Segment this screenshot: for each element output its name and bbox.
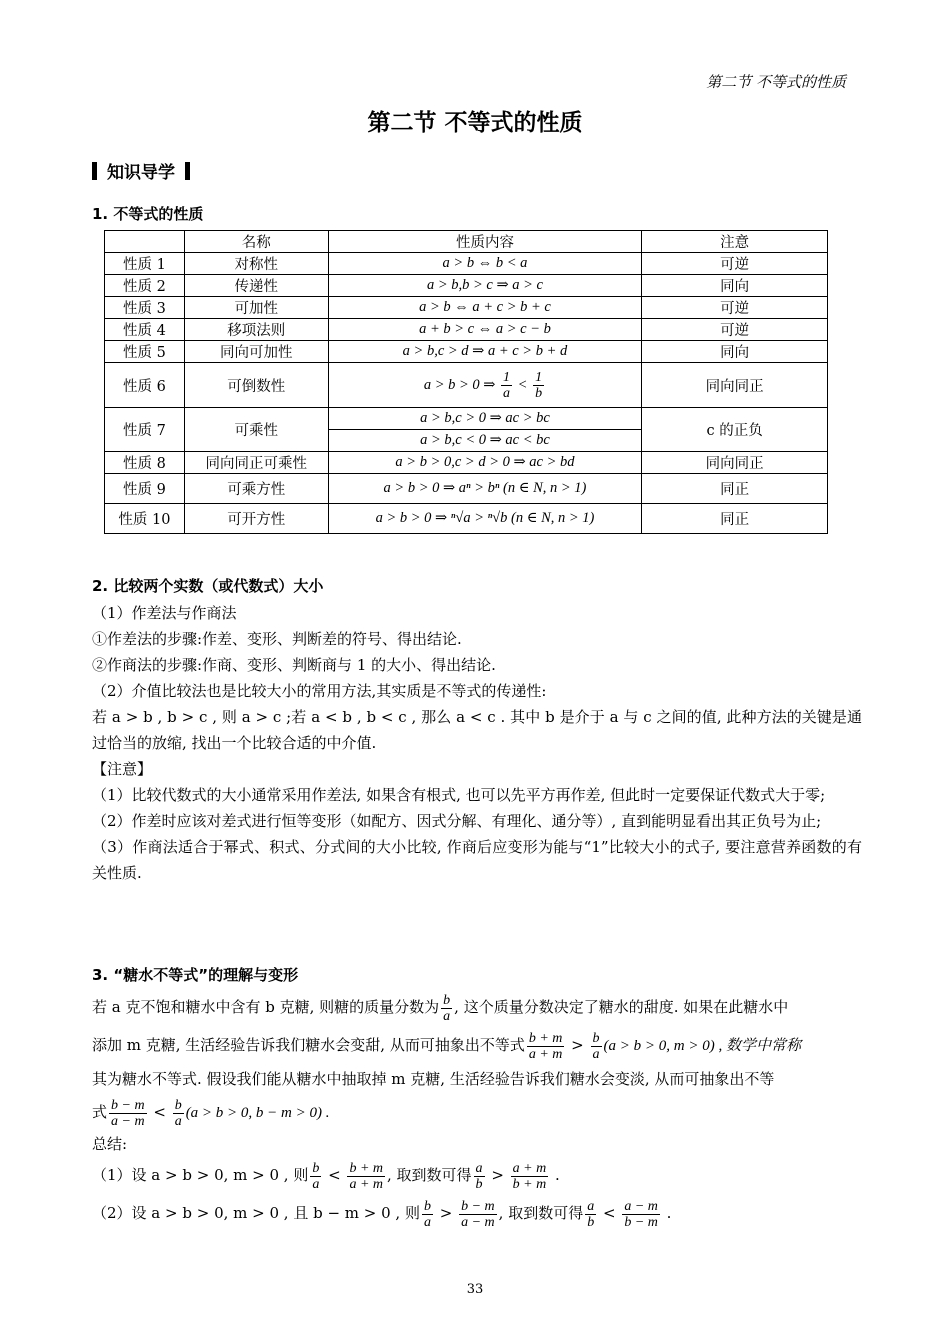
fraction-denominator: a — [423, 1214, 431, 1230]
table-cell: 可开方性 — [184, 504, 328, 534]
table-header-row — [105, 231, 828, 253]
section2-body — [92, 600, 862, 886]
fraction-denominator: a − m — [461, 1214, 495, 1230]
paragraph-line — [92, 1156, 862, 1194]
fraction-denominator: a — [312, 1176, 320, 1192]
banner-label: 知识导学 — [107, 163, 175, 183]
fraction — [591, 1031, 602, 1062]
table-row — [105, 319, 828, 341]
fraction-denominator: b + m — [512, 1176, 547, 1192]
fraction — [422, 1199, 433, 1230]
fraction — [109, 1098, 147, 1129]
fraction — [459, 1199, 497, 1230]
paragraph-line: （1）比较代数式的大小通常采用作差法, 如果含有根式, 也可以先平方再作差, 但此时一定要保证代数式大于零; — [92, 786, 826, 804]
text: , 这个质量分数决定了糖水的甜度. 如果在此糖水中 — [454, 998, 789, 1016]
table-cell: a > b ⇔ b < a — [328, 253, 642, 275]
text: 添加 m 克糖, 生活经验告诉我们糖水会变甜, 从而可抽象出不等式 — [92, 1036, 525, 1054]
fraction-numerator: a — [587, 1198, 595, 1214]
text: 若 a 克不饱和糖水中含有 b 克糖, 则糖的质量分数为 — [92, 998, 440, 1016]
text: , 取到数可得 — [387, 1166, 472, 1184]
table-cell: 性质 2 — [105, 275, 185, 297]
running-head: 第二节 不等式的性质 — [706, 73, 846, 91]
table-cell: 同向 — [642, 275, 828, 297]
fraction-denominator: b − m — [624, 1214, 658, 1230]
table-cell: 性质 7 — [105, 408, 185, 452]
table-cell: 可乘方性 — [184, 474, 328, 504]
table-cell: 性质 10 — [105, 504, 185, 534]
period: . — [550, 1166, 560, 1184]
fraction — [347, 1161, 385, 1192]
table-cell: a > b,c > 0 ⇒ ac > bc — [328, 408, 642, 430]
table-cell: a > b,c > d ⇒ a + c > b + d — [328, 341, 642, 363]
table-row — [105, 474, 828, 504]
fraction-numerator: a − m — [624, 1198, 658, 1214]
fraction-denominator: a + m — [528, 1046, 563, 1062]
table-row — [105, 408, 828, 430]
paragraph-line: （2）作差时应该对差式进行恒等变形（如配方、因式分解、有理化、通分等）, 直到能明显看出其正负号为止; — [92, 812, 822, 830]
table-row — [105, 363, 828, 408]
table-cell: 性质 1 — [105, 253, 185, 275]
operator: > — [486, 1166, 509, 1184]
section3-heading: 3. “糖水不等式”的理解与变形 — [92, 966, 299, 984]
table-header-cell: 名称 — [184, 231, 328, 253]
text: （1）设 a > b > 0, m > 0 , 则 — [92, 1166, 309, 1184]
table-cell: 性质 6 — [105, 363, 185, 408]
table-cell: 对称性 — [184, 253, 328, 275]
operator: < — [323, 1166, 346, 1184]
fraction-denominator: b — [475, 1176, 483, 1192]
paragraph-line: 若 a > b , b > c , 则 a > c ;若 a < b , b < c , 那么 a < c . 其中 b 是介于 a 与 c 之间的值, 此种方法的关键是通过恰当的放缩, 找出一个比较合适的中介值. — [92, 708, 862, 752]
table-cell: a > b > 0,c > d > 0 ⇒ ac > bd — [328, 452, 642, 474]
table-row — [105, 297, 828, 319]
fraction-numerator: b — [312, 1160, 320, 1176]
table-row — [105, 253, 828, 275]
page-number: 33 — [466, 1282, 484, 1297]
table-cell: c 的正负 — [642, 408, 828, 452]
paragraph-line: ②作商法的步骤:作商、变形、判断商与 1 的大小、得出结论. — [92, 656, 496, 674]
table-cell: 可倒数性 — [184, 363, 328, 408]
table-row — [105, 341, 828, 363]
table-header-cell: 性质内容 — [328, 231, 642, 253]
operator: < — [148, 1103, 171, 1121]
fraction-numerator: b + m — [528, 1030, 563, 1046]
text: 式 — [92, 1103, 108, 1121]
fraction-numerator: b — [423, 1198, 431, 1214]
fraction — [501, 370, 512, 401]
fraction — [310, 1161, 321, 1192]
properties-table — [104, 230, 828, 534]
paragraph-line: （3）作商法适合于幂式、积式、分式间的大小比较, 作商后应变形为能与“1”比较大小的式子, 要注意营养函数的有关性质. — [92, 838, 862, 882]
operator: < — [598, 1204, 621, 1222]
table-cell: 同正 — [642, 504, 828, 534]
table-row — [105, 452, 828, 474]
formula-part: < — [514, 376, 532, 393]
table-cell: 性质 3 — [105, 297, 185, 319]
table-cell: 可加性 — [184, 297, 328, 319]
table-cell: a > b ⇔ a + c > b + c — [328, 297, 642, 319]
table-cell: 可逆 — [642, 319, 828, 341]
fraction — [173, 1098, 184, 1129]
summary-label: 总结: — [92, 1135, 128, 1153]
paragraph-line: 其为糖水不等式. 假设我们能从糖水中抽取掉 m 克糖, 生活经验告诉我们糖水会变淡, 从而可抽象出不等 — [92, 1070, 775, 1088]
fraction — [511, 1161, 549, 1192]
text: (a > b > 0, m > 0) , 数学中常称 — [603, 1038, 801, 1054]
fraction-denominator: a — [592, 1046, 600, 1062]
fraction-numerator: b + m — [349, 1160, 383, 1176]
fraction-numerator: b — [592, 1030, 600, 1046]
banner-bar-left — [92, 162, 97, 180]
fraction — [533, 370, 544, 401]
table-row — [105, 275, 828, 297]
paragraph-line — [92, 1093, 862, 1132]
table-row — [105, 504, 828, 534]
formula-part: a > b > 0 ⇒ — [423, 376, 500, 393]
fraction-numerator: b — [443, 992, 451, 1008]
fraction-numerator: b − m — [461, 1198, 495, 1214]
table-header-cell: 注意 — [642, 231, 828, 253]
table-cell: 性质 4 — [105, 319, 185, 341]
table-cell: 传递性 — [184, 275, 328, 297]
table-header-cell — [105, 231, 185, 253]
fraction-denominator: b — [587, 1214, 595, 1230]
section1-heading: 1. 不等式的性质 — [92, 205, 204, 223]
table-cell: 移项法则 — [184, 319, 328, 341]
banner-bar-right — [185, 162, 190, 180]
text: (a > b > 0, b − m > 0) . — [185, 1105, 330, 1121]
operator: > — [434, 1204, 458, 1222]
table-cell: a > b,b > c ⇒ a > c — [328, 275, 642, 297]
paragraph-line: （2）介值比较法也是比较大小的常用方法,其实质是不等式的传递性: — [92, 682, 547, 700]
fraction-numerator: a — [475, 1160, 483, 1176]
paragraph-line: （1）作差法与作商法 — [92, 604, 237, 622]
text: , 取到数可得 — [498, 1204, 584, 1222]
table-cell: 性质 9 — [105, 474, 185, 504]
section3-body — [92, 988, 862, 1232]
page-title: 第二节 不等式的性质 — [367, 110, 583, 136]
fraction-numerator: b − m — [111, 1097, 145, 1113]
fraction-denominator: a — [503, 385, 511, 401]
fraction-numerator: b — [174, 1097, 182, 1113]
table-cell: 同向同正 — [642, 363, 828, 408]
table-cell: 同向 — [642, 341, 828, 363]
table-cell: 同向可加性 — [184, 341, 328, 363]
fraction — [585, 1199, 596, 1230]
note-heading: 【注意】 — [92, 760, 153, 778]
fraction — [474, 1161, 485, 1192]
table-cell: a > b > 0 ⇒ aⁿ > bⁿ (n ∈ N, n > 1) — [328, 474, 642, 504]
paragraph-line: ①作差法的步骤:作差、变形、判断差的符号、得出结论. — [92, 630, 462, 648]
fraction-denominator: a — [174, 1113, 182, 1129]
fraction — [527, 1031, 565, 1062]
table-cell: 同向同正 — [642, 452, 828, 474]
table-cell-formula — [328, 363, 642, 408]
table-cell: 可逆 — [642, 297, 828, 319]
fraction-denominator: b — [535, 385, 543, 401]
table-cell: a > b,c < 0 ⇒ ac < bc — [328, 430, 642, 452]
fraction-denominator: a — [443, 1008, 451, 1024]
table-cell: a + b > c ⇔ a > c − b — [328, 319, 642, 341]
table-cell: 同向同正可乘性 — [184, 452, 328, 474]
table-cell: a > b > 0 ⇒ ⁿ√a > ⁿ√b (n ∈ N, n > 1) — [328, 504, 642, 534]
text: （2）设 a > b > 0, m > 0 , 且 b − m > 0 , 则 — [92, 1204, 420, 1222]
fraction-denominator: a + m — [349, 1176, 383, 1192]
table-cell: 可乘性 — [184, 408, 328, 452]
fraction-numerator: 1 — [503, 369, 511, 385]
fraction-denominator: a − m — [111, 1113, 145, 1129]
table-cell: 同正 — [642, 474, 828, 504]
fraction — [622, 1199, 660, 1230]
section2-heading: 2. 比较两个实数（或代数式）大小 — [92, 577, 324, 595]
table-cell: 性质 8 — [105, 452, 185, 474]
paragraph-line — [92, 1194, 862, 1232]
paragraph-line — [92, 988, 862, 1026]
period: . — [661, 1204, 672, 1222]
paragraph-line — [92, 1026, 862, 1065]
fraction-numerator: 1 — [535, 369, 543, 385]
operator: > — [566, 1036, 589, 1054]
fraction-numerator: a + m — [512, 1160, 547, 1176]
section-banner — [92, 158, 190, 183]
table-cell: 可逆 — [642, 253, 828, 275]
table-cell: 性质 5 — [105, 341, 185, 363]
fraction — [441, 993, 452, 1024]
